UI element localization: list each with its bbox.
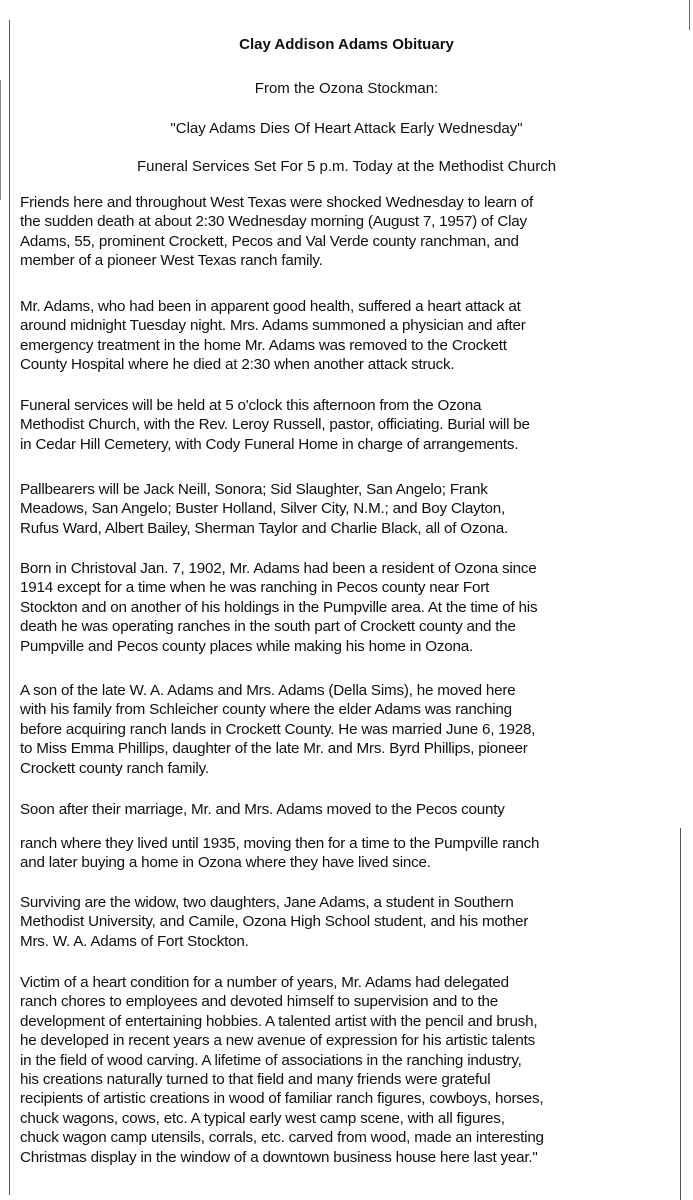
text-line: development of entertaining hobbies. A talented artist with the pencil and brush, [20,1012,538,1030]
text-line: Pallbearers will be Jack Neill, Sonora; Sid Slaughter, San Angelo; Frank [20,481,488,498]
text-line: Friends here and throughout West Texas were shocked Wednesday to learn of [20,194,534,211]
paragraph-pallbearers [20,480,688,538]
paragraph-ranch-residence [20,834,688,873]
text-line: his creations naturally turned to that field and many friends were grateful [20,1071,491,1089]
paragraph-biography [20,559,688,656]
text-line: Victim of a heart condition for a number of years, Mr. Adams had delegated [20,974,509,991]
text-line: Stockton and on another of his holdings in the Pumpville area. At the time of his [20,598,538,616]
text-line: emergency treatment in the home Mr. Adams was removed to the Crockett [20,336,507,354]
text-line: Soon after their marriage, Mr. and Mrs. Adams moved to the Pecos county [20,801,505,818]
scan-edge-left [9,20,10,1195]
document-title: Clay Addison Adams Obituary [239,36,454,53]
paragraph-heart-attack [20,297,688,375]
text-line: he developed in recent years a new avenue of expression for his artistic talents [20,1032,536,1050]
text-line: Funeral services will be held at 5 o'clock this afternoon from the Ozona [20,397,482,414]
paragraph-survivors [20,893,688,951]
text-line: Crockett county ranch family. [20,759,209,777]
text-line: A son of the late W. A. Adams and Mrs. Adams (Della Sims), he moved here [20,682,516,699]
text-line: Born in Christoval Jan. 7, 1902, Mr. Adams had been a resident of Ozona since [20,560,537,577]
text-line: to Miss Emma Phillips, daughter of the late Mr. and Mrs. Byrd Phillips, pioneer [20,740,528,758]
text-line: and later buying a home in Ozona where they have lived since. [20,854,431,872]
text-line: Rufus Ward, Albert Bailey, Sherman Taylor and Charlie Black, all of Ozona. [20,519,509,537]
text-line: Mr. Adams, who had been in apparent good health, suffered a heart attack at [20,298,521,315]
text-line: ranch where they lived until 1935, moving then for a time to the Pumpville ranch [20,835,540,852]
text-line: chuck wagon camp utensils, corrals, etc. carved from wood, made an interesting [20,1129,544,1147]
text-line: Adams, 55, prominent Crockett, Pecos and Val Verde county ranchman, and [20,232,519,250]
headline: "Clay Adams Dies Of Heart Attack Early Wednesday" [170,120,523,137]
text-line: with his family from Schleicher county where the elder Adams was ranching [20,701,512,719]
text-line: death he was operating ranches in the south part of Crockett county and the [20,618,516,636]
text-line: around midnight Tuesday night. Mrs. Adams summoned a physician and after [20,317,526,335]
text-line: Christmas display in the window of a downtown business house here last year." [20,1148,538,1166]
paragraph-marriage-move [20,800,688,819]
text-line: the sudden death at about 2:30 Wednesday morning (August 7, 1957) of Clay [20,213,527,231]
text-line: Meadows, San Angelo; Buster Holland, Silver City, N.M.; and Boy Clayton, [20,500,506,518]
text-line: Methodist University, and Camile, Ozona High School student, and his mother [20,913,529,931]
text-line: in Cedar Hill Cemetery, with Cody Funeral Home in charge of arrangements. [20,435,519,453]
text-line: in the field of wood carving. A lifetime of associations in the ranching industry, [20,1051,522,1069]
paragraph-family-history [20,681,688,778]
scan-edge-left-outer [0,80,1,200]
subheadline: Funeral Services Set For 5 p.m. Today at the Methodist Church [136,158,557,175]
text-line: before acquiring ranch lands in Crockett County. He was married June 6, 1928, [20,720,536,738]
text-line: Mrs. W. A. Adams of Fort Stockton. [20,932,249,950]
text-line: 1914 except for a time when he was ranching in Pecos county near Fort [20,579,490,597]
text-line: chuck wagons, cows, etc. A typical early west camp scene, with all figures, [20,1109,505,1127]
text-line: Surviving are the widow, two daughters, Jane Adams, a student in Southern [20,894,514,911]
text-line: member of a pioneer West Texas ranch family. [20,252,323,270]
scan-edge-right-top [689,0,690,30]
source-line: From the Ozona Stockman: [254,80,439,97]
text-line: ranch chores to employees and devoted himself to supervision and to the [20,993,498,1011]
text-line: recipients of artistic creations in wood of familiar ranch figures, cowboys, horses, [20,1090,544,1108]
text-line: Pumpville and Pecos county places while making his home in Ozona. [20,637,473,655]
paragraph-funeral-services [20,396,688,454]
text-line: County Hospital where he died at 2:30 when another attack struck. [20,356,455,374]
paragraph-death-announcement [20,193,688,271]
text-line: Methodist Church, with the Rev. Leroy Russell, pastor, officiating. Burial will be [20,416,530,434]
paragraph-hobbies [20,973,688,1167]
